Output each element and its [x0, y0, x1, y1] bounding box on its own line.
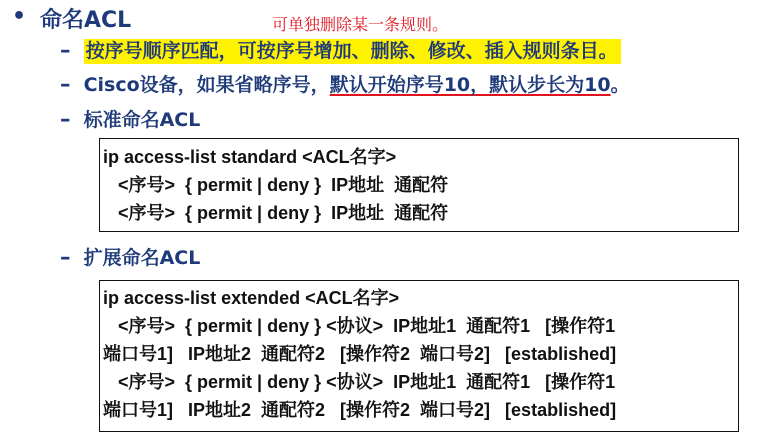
code-line: ip access-list standard <ACL名字> — [103, 147, 397, 167]
standard-acl-box — [99, 138, 739, 232]
section-title: 命名ACL — [40, 8, 132, 33]
code-line: <序号> { permit | deny } IP地址 通配符 — [103, 175, 449, 195]
code-line: 端口号1] IP地址2 通配符2 [操作符2 端口号2] [established] — [103, 344, 617, 364]
code-line: 端口号1] IP地址2 通配符2 [操作符2 端口号2] [established] — [103, 400, 617, 420]
bullet-icon: • — [12, 4, 27, 29]
code-line: <序号> { permit | deny } <协议> IP地址1 通配符1 [操作符1 — [103, 316, 616, 336]
extended-acl-box — [99, 280, 739, 432]
list-item-extended-acl — [60, 243, 200, 270]
extended-acl-label: 扩展命名ACL — [83, 247, 201, 269]
code-line: <序号> { permit | deny } <协议> IP地址1 通配符1 [操作符1 — [103, 372, 616, 392]
highlighted-text: 按序号顺序匹配，可按序号增加、删除、修改、插入规则条目。 — [84, 39, 621, 64]
dash-icon: – — [60, 245, 71, 269]
code-line: <序号> { permit | deny } IP地址 通配符 — [103, 203, 449, 223]
dash-icon: – — [60, 72, 71, 96]
list-item-match-order — [60, 36, 621, 63]
list-item-standard-acl — [60, 105, 200, 132]
dash-icon: – — [60, 107, 71, 131]
annotation-note: 可单独删除某一条规则。 — [272, 15, 449, 34]
list-item-cisco-default — [60, 70, 630, 97]
dash-icon: – — [60, 38, 71, 62]
underlined-text: 默认开始序号10，默认步长为10 — [329, 74, 611, 96]
cisco-text: Cisco设备，如果省略序号， — [83, 74, 330, 96]
cisco-text-end: 。 — [610, 74, 630, 96]
standard-acl-label: 标准命名ACL — [83, 109, 201, 131]
code-line: ip access-list extended <ACL名字> — [103, 288, 400, 308]
